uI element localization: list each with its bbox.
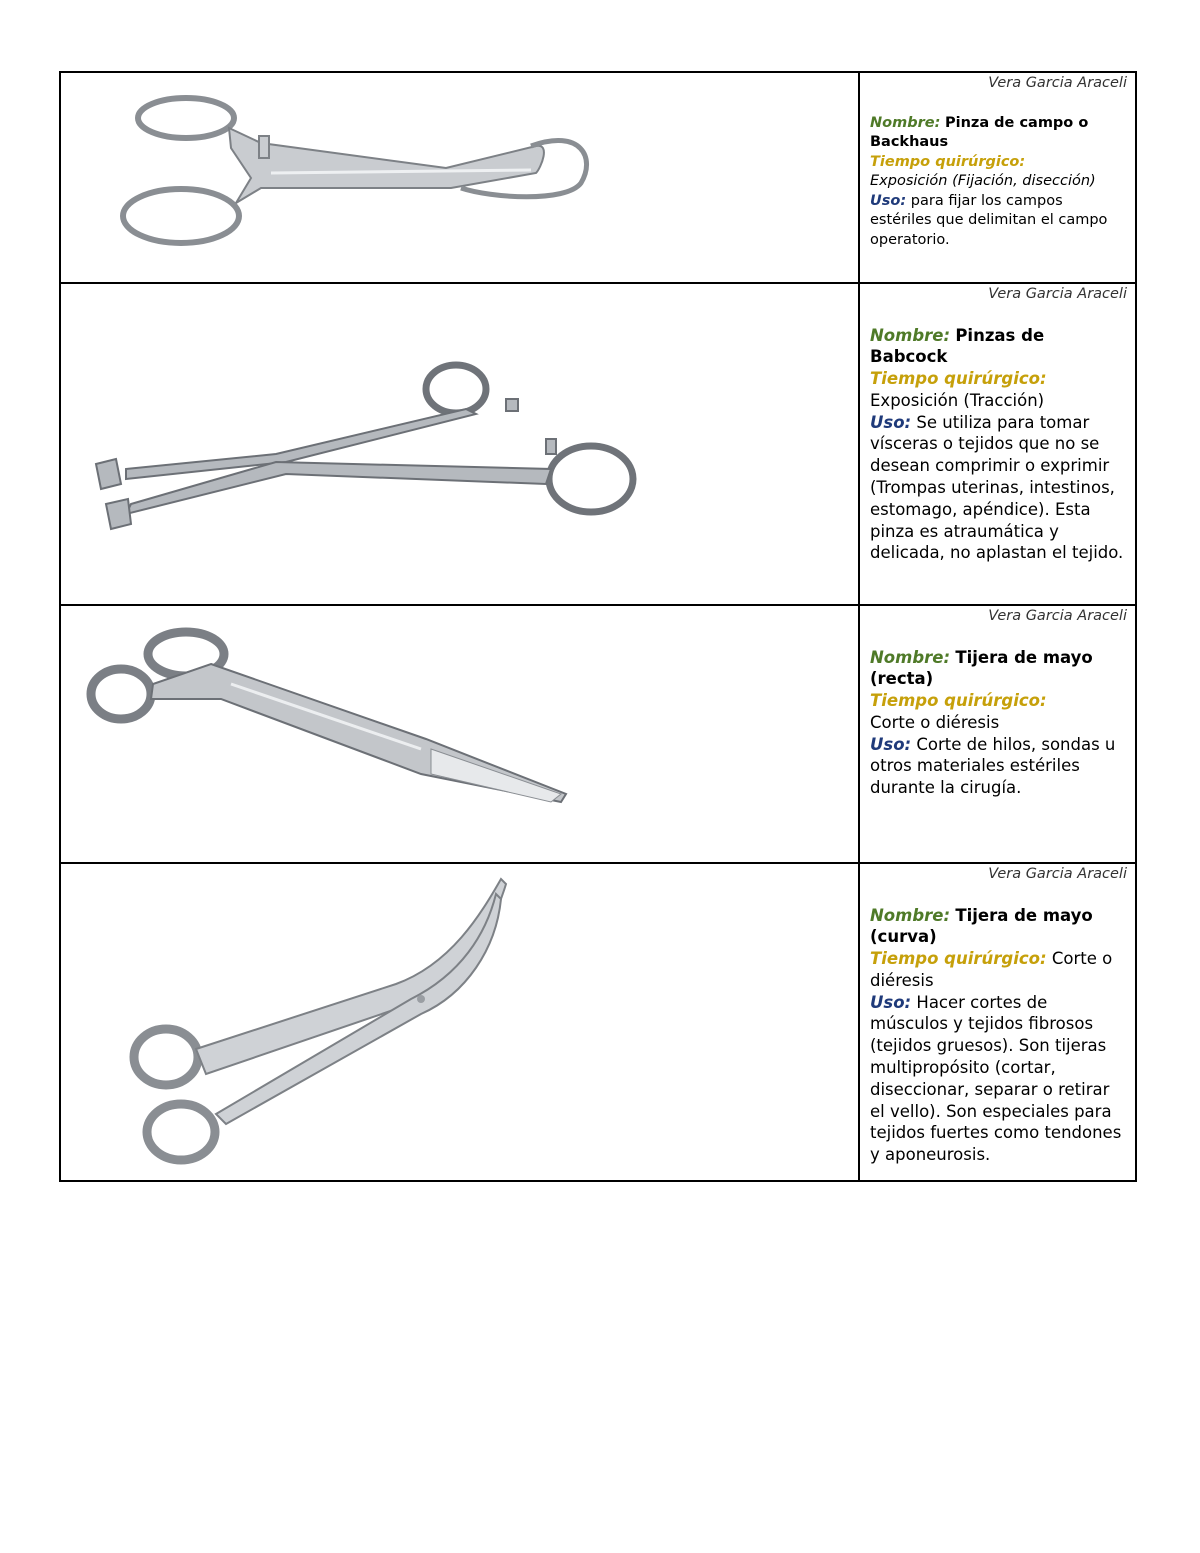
tiempo-value: Corte o diéresis (870, 712, 1000, 732)
author-name: Vera Garcia Araceli (988, 608, 1127, 624)
uso-label: Uso: (870, 992, 912, 1012)
instrument-image-cell (60, 283, 859, 605)
tiempo-label: Tiempo quirúrgico: (870, 949, 1047, 969)
instrument-info-cell (859, 605, 1136, 863)
instrument-image-cell (60, 863, 859, 1181)
uso-value: Se utiliza para tomar vísceras o tejidos que no se desean comprimir o exprimir (Trompas uterinas, intestinos, estomago, apéndice). Esta pinza es atraumática y delicada, no aplastan el tejido. (870, 412, 1124, 563)
curved-mayo-scissors-image (121, 874, 541, 1169)
babcock-forceps-image (86, 354, 646, 544)
uso-value: Corte de hilos, sondas u otros materiales estériles durante la cirugía. (870, 734, 1116, 798)
nombre-label: Nombre: (870, 647, 951, 667)
tiempo-label: Tiempo quirúrgico: (870, 153, 1026, 170)
backhaus-forceps-image (111, 88, 611, 258)
table-row (60, 283, 1136, 605)
uso-value: Hacer cortes de músculos y tejidos fibrosos (tejidos gruesos). Son tijeras multipropósito (cortar, diseccionar, separar o retirar el vello). Son especiales para tejidos fuertes como tendones y aponeurosis. (870, 992, 1122, 1165)
tiempo-value: Exposición (Tracción) (870, 390, 1045, 410)
instrument-info-cell (859, 72, 1136, 283)
table-row (60, 72, 1136, 283)
author-name: Vera Garcia Araceli (988, 286, 1127, 302)
uso-label: Uso: (870, 192, 907, 209)
instrument-info-cell (859, 283, 1136, 605)
tiempo-value: Exposición (Fijación, disección) (870, 173, 1096, 189)
instrument-table (59, 71, 1137, 1182)
uso-label: Uso: (870, 412, 912, 432)
nombre-label: Nombre: (870, 325, 951, 345)
straight-mayo-scissors-image (81, 624, 601, 814)
tiempo-value: Corte o diéresis (870, 949, 1113, 990)
instrument-info-cell (859, 863, 1136, 1181)
instrument-image-cell (60, 72, 859, 283)
author-name: Vera Garcia Araceli (988, 75, 1127, 91)
instrument-name: Tijera de mayo (curva) (870, 905, 1093, 947)
table-row (60, 605, 1136, 863)
instrument-image-cell (60, 605, 859, 863)
nombre-label: Nombre: (870, 905, 951, 925)
author-name: Vera Garcia Araceli (988, 866, 1127, 882)
tiempo-label: Tiempo quirúrgico: (870, 369, 1047, 389)
table-row (60, 863, 1136, 1181)
nombre-label: Nombre: (870, 114, 941, 131)
uso-label: Uso: (870, 734, 912, 754)
instrument-name: Pinzas de Babcock (870, 325, 1045, 367)
uso-value: para fijar los campos estériles que delimitan el campo operatorio. (870, 192, 1108, 248)
instrument-name: Pinza de campo o Backhaus (870, 114, 1089, 150)
tiempo-label: Tiempo quirúrgico: (870, 691, 1047, 711)
instrument-name: Tijera de mayo (recta) (870, 647, 1093, 689)
